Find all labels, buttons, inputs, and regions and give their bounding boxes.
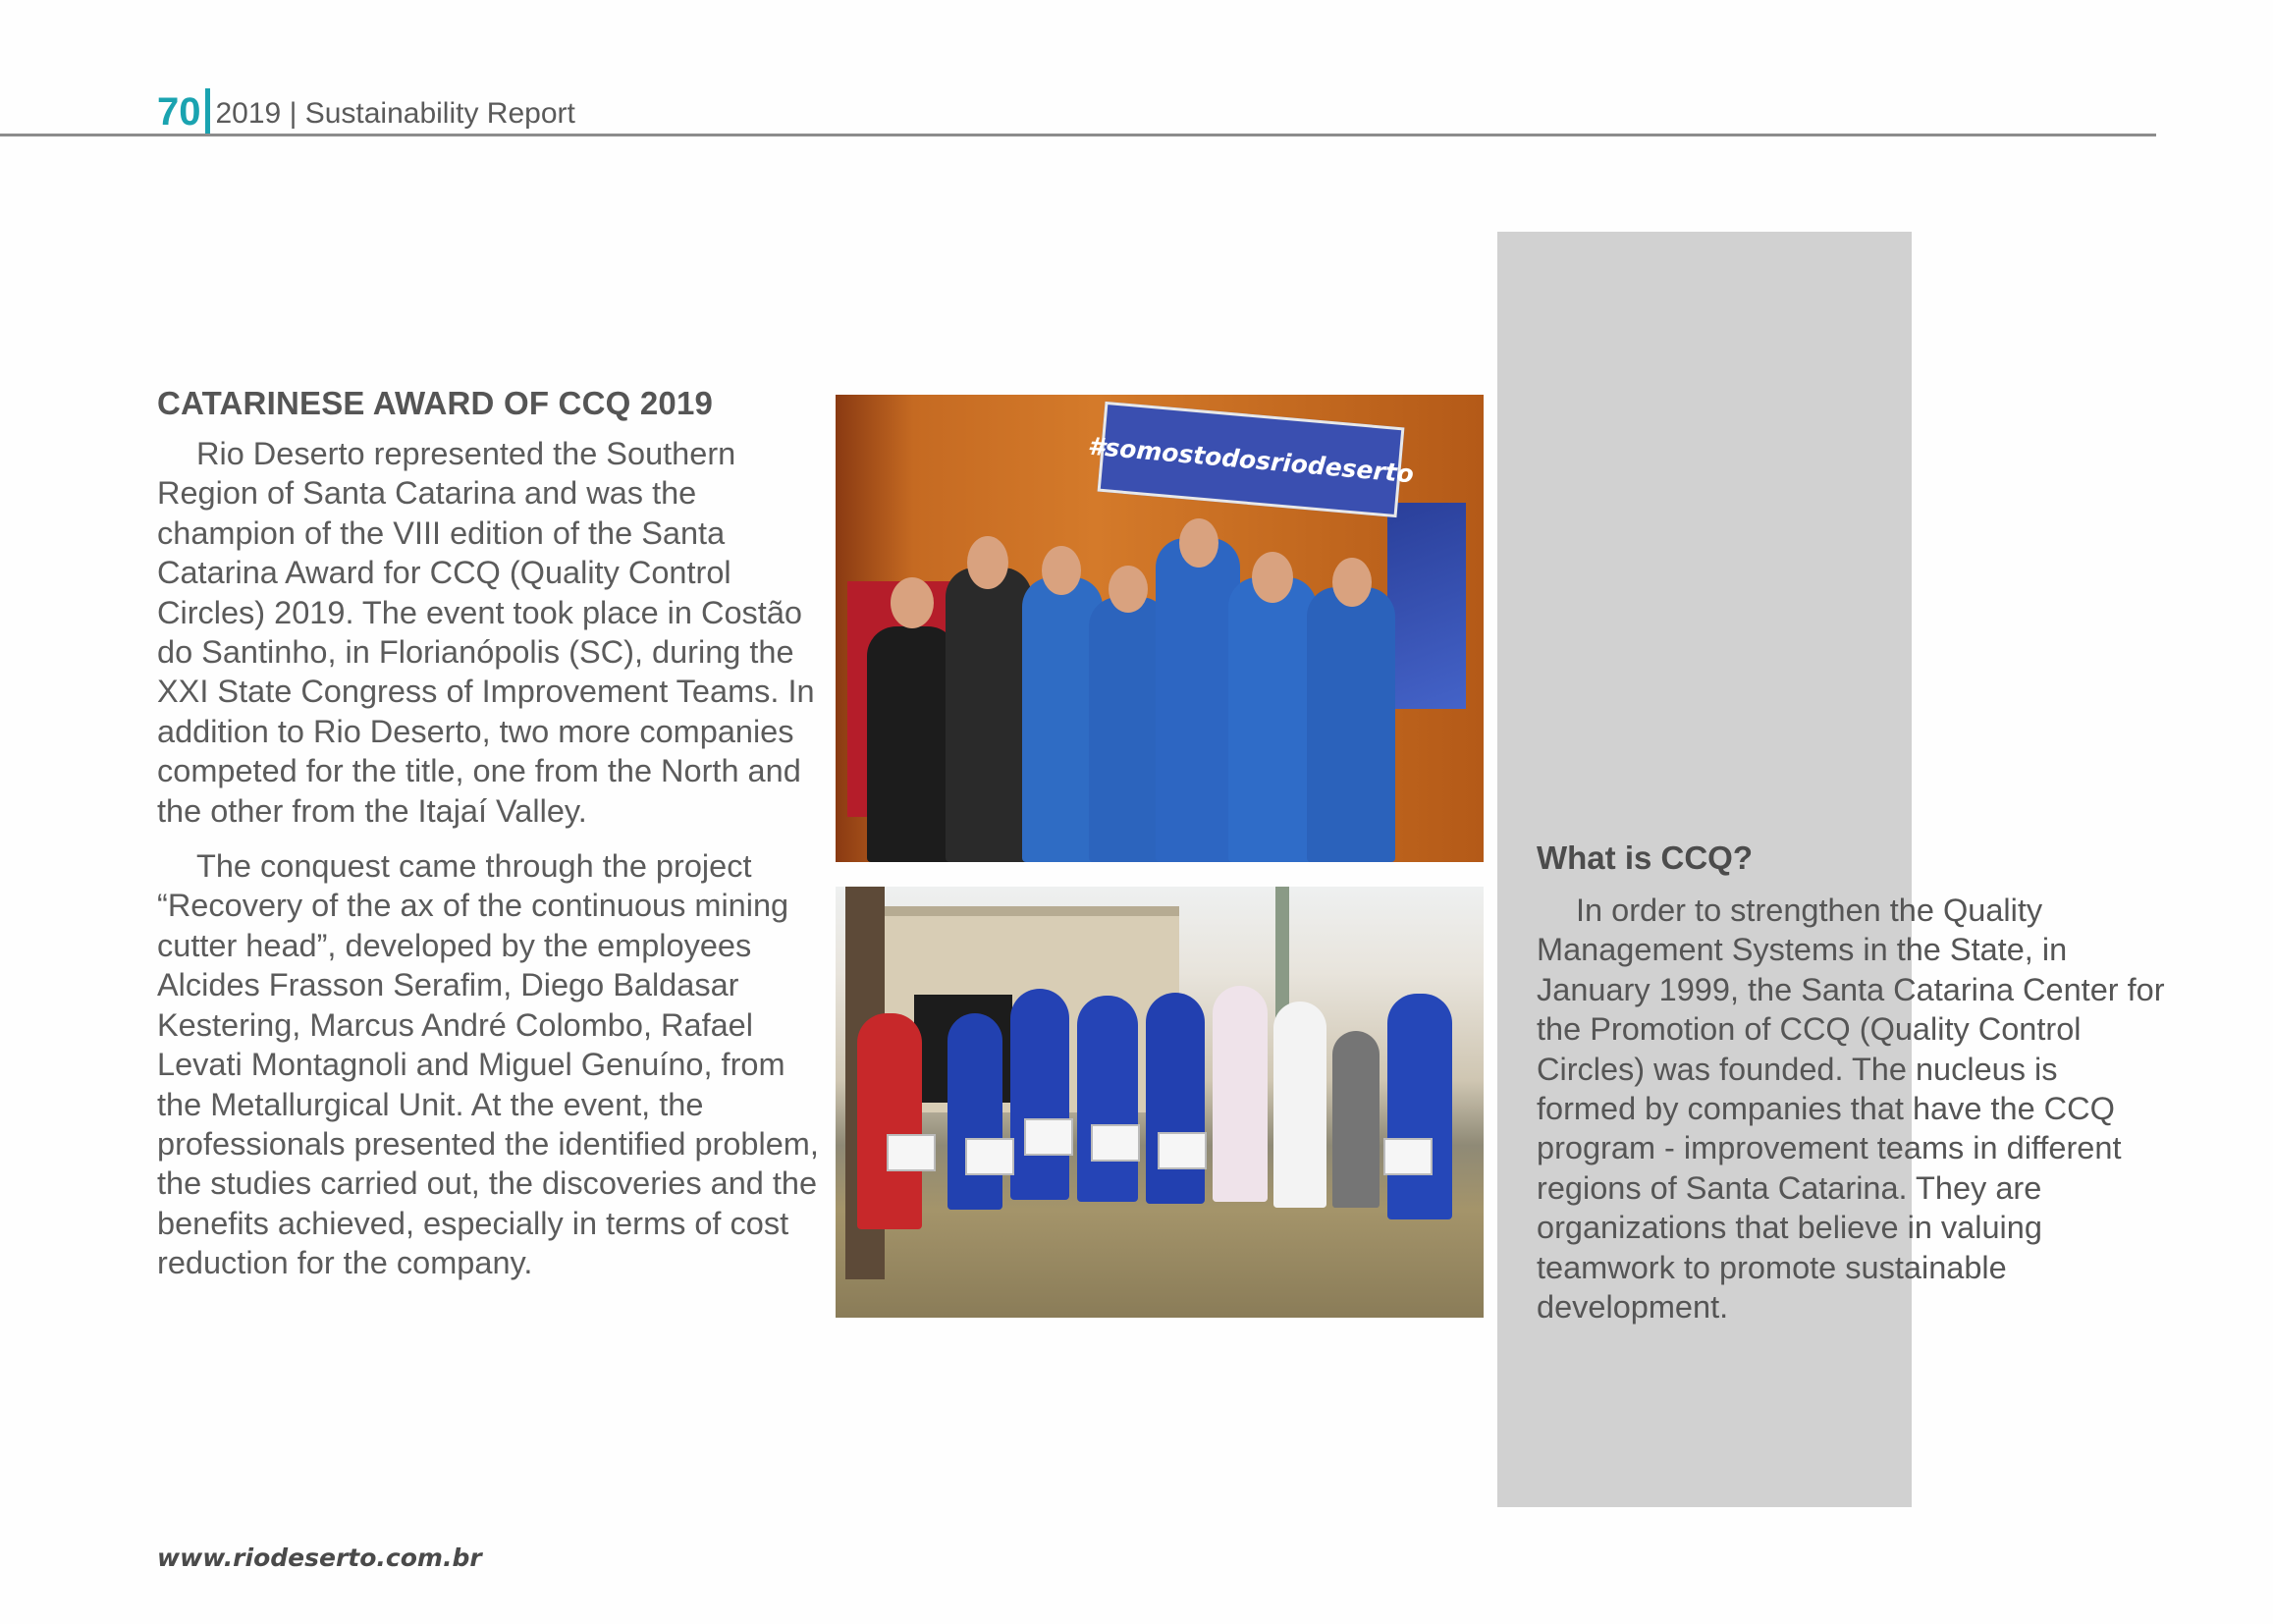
person-head xyxy=(1252,552,1293,603)
person xyxy=(1332,1031,1380,1208)
person-head xyxy=(967,536,1008,589)
hashtag-banner xyxy=(1086,402,1416,517)
person xyxy=(1273,1001,1326,1208)
person xyxy=(947,1013,1002,1210)
blue-banner-stand xyxy=(1387,503,1466,709)
person-head xyxy=(1179,518,1218,568)
person-head xyxy=(1109,566,1148,613)
person xyxy=(1010,989,1069,1200)
certificate xyxy=(1383,1138,1433,1175)
person-head xyxy=(1332,558,1372,607)
sidebar-heading: What is CCQ? xyxy=(1537,839,1753,876)
certificate xyxy=(887,1134,936,1171)
person xyxy=(1146,993,1205,1204)
article xyxy=(157,385,825,1299)
article-heading: CATARINESE AWARD OF CCQ 2019 xyxy=(157,385,714,421)
person xyxy=(857,1013,922,1229)
person-head xyxy=(1042,546,1081,595)
page-number: 70 xyxy=(157,90,201,134)
person-head xyxy=(891,577,934,628)
page-number-divider xyxy=(205,88,210,134)
certificate xyxy=(1091,1124,1140,1162)
footer-website: www.riodeserto.com.br xyxy=(157,1543,482,1572)
person xyxy=(1228,577,1317,862)
person xyxy=(946,568,1032,862)
certificate xyxy=(965,1138,1014,1175)
certificate xyxy=(1024,1118,1073,1156)
article-paragraph-2: The conquest came through the project “Recovery of the ax of the continuous mining cutter head”, developed by the employees Alcides Frasson Serafim, Diego Baldasar Kestering, Marcus André Colombo, Rafael Levati Montagnoli and Miguel Genuíno, from the Metallurgical Unit. At the event, the professionals presented the identified problem, the studies carried out, the discoveries and the benefits achieved, especially in terms of cost reduction for the company. xyxy=(157,848,819,1281)
person xyxy=(1387,994,1452,1219)
article-paragraph-1: Rio Deserto represented the Southern Region of Santa Catarina and was the champion of the VIII edition of the Santa Catarina Award for CCQ (Quality Control Circles) 2019. The event took place in Costão do Santinho, in Florianópolis (SC), during the XXI State Congress of Improvement Teams. In addition to Rio Deserto, two more companies competed for the title, one from the North and the other from the Itajaí Valley. xyxy=(157,436,815,829)
sidebar-paragraph: In order to strengthen the Quality Management Systems in the State, in January 1999, the Santa Catarina Center for the Promotion of CCQ (Quality Control Circles) was founded. The nucleus is formed by companies that have the CCQ program - improvement teams in different regions of Santa Catarina. They are organizations that believe in valuing teamwork to promote sustainable development. xyxy=(1537,893,2165,1326)
person xyxy=(867,626,957,862)
person xyxy=(1307,587,1395,862)
header-rule xyxy=(0,134,2156,136)
page-header xyxy=(157,79,575,134)
report-title: 2019 | Sustainability Report xyxy=(215,97,575,130)
certificate xyxy=(1158,1132,1207,1169)
person xyxy=(1077,996,1138,1202)
sidebar-content xyxy=(1537,839,2165,1326)
person xyxy=(1213,986,1268,1202)
hashtag-banner-text: #somostodosriodeserto xyxy=(1086,431,1416,488)
team-outdoor-photo xyxy=(836,887,1484,1318)
award-ceremony-photo xyxy=(836,395,1484,862)
